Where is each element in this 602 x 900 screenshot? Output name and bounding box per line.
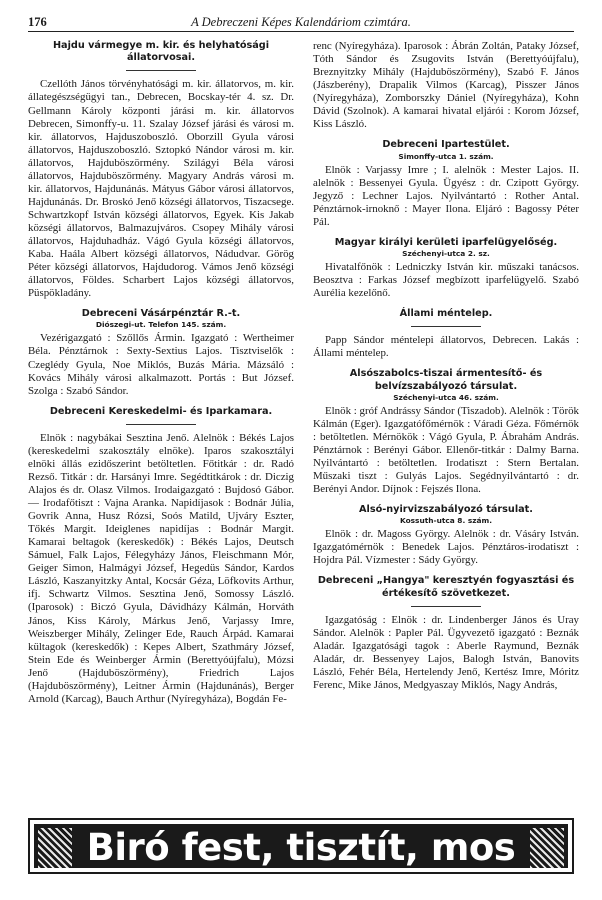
section-title: Debreceni Kereskedelmi- és Iparkamara.: [49, 405, 273, 417]
section-body: Vezérigazgató : Szőllős Ármin. Igazgató : Wertheimer Béla. Pénztárnok : Sexty-Sextius Lajos. Tisztviselők : Czeglédy Gyula, Noe Miklós, Buzás Mária. Mázsáló : Kovács Mihály városi alkalmazott. Portás : But József. Szolga : Szabó Sándor.: [28, 332, 294, 397]
section-address: Széchenyi-utca 2. sz.: [402, 248, 490, 258]
section-body: Hivatalfőnök : Ledniczky István kir. műszaki tanácsos. Beosztva : Farkas József megbízott iparfelügyelő. Szabó Aurélia kezelőnő.: [313, 260, 579, 300]
section-body: renc (Nyíregyháza). Iparosok : Ábrán Zoltán, Pataky József, Tóth Sándor és Zsugovits István (Berettyóújfalu), Breznyitzky Mihály (Hajduböszörmény), Szabó F. János (Jászberény), Drapalik Vilmos (Karcag), Pisszer János (Nyíregyháza), Zomborszky Dániel (Nyíregyháza), Kohn Dávid (Szolnok). A kamarai hivatal eljárói : Korom József, Kiss László.: [313, 40, 579, 131]
section-hajdu-vets: [28, 40, 294, 300]
section-ipartestulet: [313, 139, 579, 228]
section-kamara: [28, 406, 294, 706]
section-nyirviz: [313, 504, 579, 567]
running-title: A Debreczeni Képes Kalendáriom czimtára.: [191, 15, 411, 29]
title-rule: [411, 326, 481, 327]
section-body: Elnök : gróf Andrássy Sándor (Tiszadob). Alelnök : Török Kálmán (Eger). Igazgatófőmérnök : Váradi Géza. Főmérnök : betöltetlen. Mérnökök : Vágó Gyula, P. Ábrahám András. Pénztárnok : Berényi Gábor. Ellenőr-titkár : Dalmy Barna. Nyilvántartó : betöltetlen. Irodatiszt : Stern Bertalan. Műszaki tiszt : Gulyás Lajos. Segédnyilvántartó : dr. Berényi Andor. Díjnok : Fejszés Ilona.: [313, 404, 579, 496]
right-column: [313, 40, 579, 700]
title-rule: [126, 424, 196, 425]
section-address: Simonffy-utca 1. szám.: [398, 151, 494, 161]
section-body: Elnök : dr. Magoss György. Alelnök : dr. Vásáry István. Igazgatómérnök : Benedek Lajos. Pénztáros-irodatiszt : Hojdra Pál. Vízmester : Sády György.: [313, 528, 579, 567]
section-title: Alsó-nyirvizszabályozó társulat.: [359, 504, 533, 516]
ornament-icon: [38, 828, 72, 868]
title-rule: [126, 70, 196, 71]
page-header: [28, 15, 574, 32]
ornament-icon: [530, 828, 564, 868]
section-body: Papp Sándor méntelepi állatorvos, Debrecen. Lakás : Állami méntelep.: [313, 334, 579, 360]
section-body: Czellóth János törvényhatósági m. kir. állatorvos, m. kir. állategészségügyi tan., Debrecen, Bocskay-tér 4. sz. Dr. Gellmann Károly központi járási m. kir. állatorvos Debrecen, Simonffy-u. 11. Szalay József járási és városi m. kir. állatorvos, Hajduszoboszló. Oborzill Gyula városi állatorvos, Hajduszoboszló. Sztopkó Nándor városi m. kir. állatorvos, Hajduböszörmény. Szilágyi Béla városi állatorvos, Hajduböszörmény. Magyary András városi m. kir. állatorvos, Hajdunánás. Mátyus Gábor városi állatorvos, Hajdunánás. Dr. Broskó Jenő községi állatorvos, Tiszacsege. Schwartzkopf István községi állatorvos, Egyek. Kis Jakab községi állatorvos, Balmazujváros. Csopey Mihály városi állatorvos, Hajduhadház. Vágó Gyula községi állatorvos, Kaba. Haála Albert községi állatorvos, Nádudvar. Görög Péter községi állatorvos, Hajdudorog. Vámos Jenő községi állatorvos, Földes. Scharbert Lajos községi állatorvos, Püspökladány.: [28, 78, 294, 300]
section-body: Elnök : nagybákai Sesztina Jenő. Alelnök : Békés Lajos (kereskedelmi szakosztály elnöke). Iparos szakosztályi elnöki állás ezidőszerint betöltetlen. Főtitkár : dr. Radó Rezső. Titkár : dr. Harsányi Imre. Segédtitkárok : dr. Diczig Alajos és dr. Olasz Vilmos. Irodaigazgató : Bujdosó Gábor. — Irodafőtiszt : Vajna Aranka. Napidíjasok : Bodnár Júlia, Govrik Anna, Husz Rózsi, Soós Matild, Ujváry Eszter, Tőkés Margit. Ideiglenes napidíjas : Bodnár Margit. Kamarai beltagok (kereskedők) : Békés Lajos, Deutsch Sámuel, Falk Lajos, Félegyházy János, Fleischmann Mór, Geiger Simon, Halmágyi József, Hegedüs Sándor, Kardos László, Kaszanyitzky Antal, Kocsár Géza, Löfkovits Arthur, ifj. Schwartz Vilmos. Sesztina Jenő, Somossy László. (Iparosok) : Biczó Gyula, Dávidházy Kálmán, Horváth János, Kiss Károly, Márkus Jenő, Varjassy Imre, Weiszberger Mihály, Zelinger Ede, Rauch Árpád. Kamarai kültagok (kereskedők) : Kepes Albert, Szathmáry József, Stein Ede és Weinberger Ármin (Berettyóújfalu), Mózsi Jenő (Hajduböszörmény), Friedrich Lajos (Hajduböszörmény), Leitner Ármin (Hajdunánás), Berger Arnold (Karcag), Bauch Arthur (Nyíregyháza), Bogdán Fe-: [28, 431, 294, 705]
section-address: Széchenyi-utca 46. szám.: [393, 392, 499, 402]
section-title: Alsószabolcs-tiszai ármentesítő- és belvízszabályozó társulat.: [349, 368, 543, 392]
title-rule: [411, 606, 481, 607]
advertisement-panel: [34, 824, 568, 868]
section-address: Diószegi-ut. Telefon 145. szám.: [95, 320, 227, 330]
section-title: Magyar királyi kerületi iparfelügyelőség.: [334, 236, 558, 248]
section-address: Kossuth-utca 8. szám.: [399, 516, 493, 526]
section-body: Elnök : Varjassy Imre ; I. alelnök : Mester Lajos. II. alelnök : Bessenyei Gyula. Ügyész : dr. Czipott György. Jegyző : Lechner Lajos. Nyilvántartó : Rother Antal. Pénztárnok-irnoknő : Mayer Ilona. Eljáró : Bagossy Péter Pál.: [313, 163, 579, 228]
section-title: Debreceni Vásárpénztár R.-t.: [81, 308, 241, 320]
section-iparfelugyeloseg: [313, 237, 579, 300]
left-column: [28, 40, 294, 714]
section-kamara-continued: [313, 40, 579, 131]
section-body: Igazgatóság : Elnök : dr. Lindenberger János és Uray Sándor. Alelnök : Papler Pál. Ügyvezető igazgató : Beznák Aladár. Igazgatósági tagok : Aberle Raymund, Beznák Aladár, dr. Bessenyey Lajos, Balogh István, Banovits László, Fehér Béla, Hertelendy Jenő, Kertész Imre, Móritz Ferenc, Mike János, Medgyaszay Miklós, Nagy András,: [313, 613, 579, 692]
page-number: 176: [28, 15, 47, 29]
section-title: Debreceni Ipartestület.: [382, 139, 510, 151]
section-hangya: [313, 575, 579, 692]
advertisement-text: Biró fest, tisztít, mos: [86, 826, 516, 869]
section-armentesito: [313, 368, 579, 496]
section-title: Hajdu vármegye m. kir. és helyhatósági állatorvosai.: [52, 40, 270, 64]
section-title: Állami méntelep.: [399, 308, 493, 320]
section-title: Debreceni „Hangya" keresztyén fogyasztási és értékesítő szövetkezet.: [317, 575, 575, 599]
section-mentelep: [313, 308, 579, 360]
section-vasarpenztar: [28, 308, 294, 397]
advertisement-banner: [28, 818, 574, 874]
